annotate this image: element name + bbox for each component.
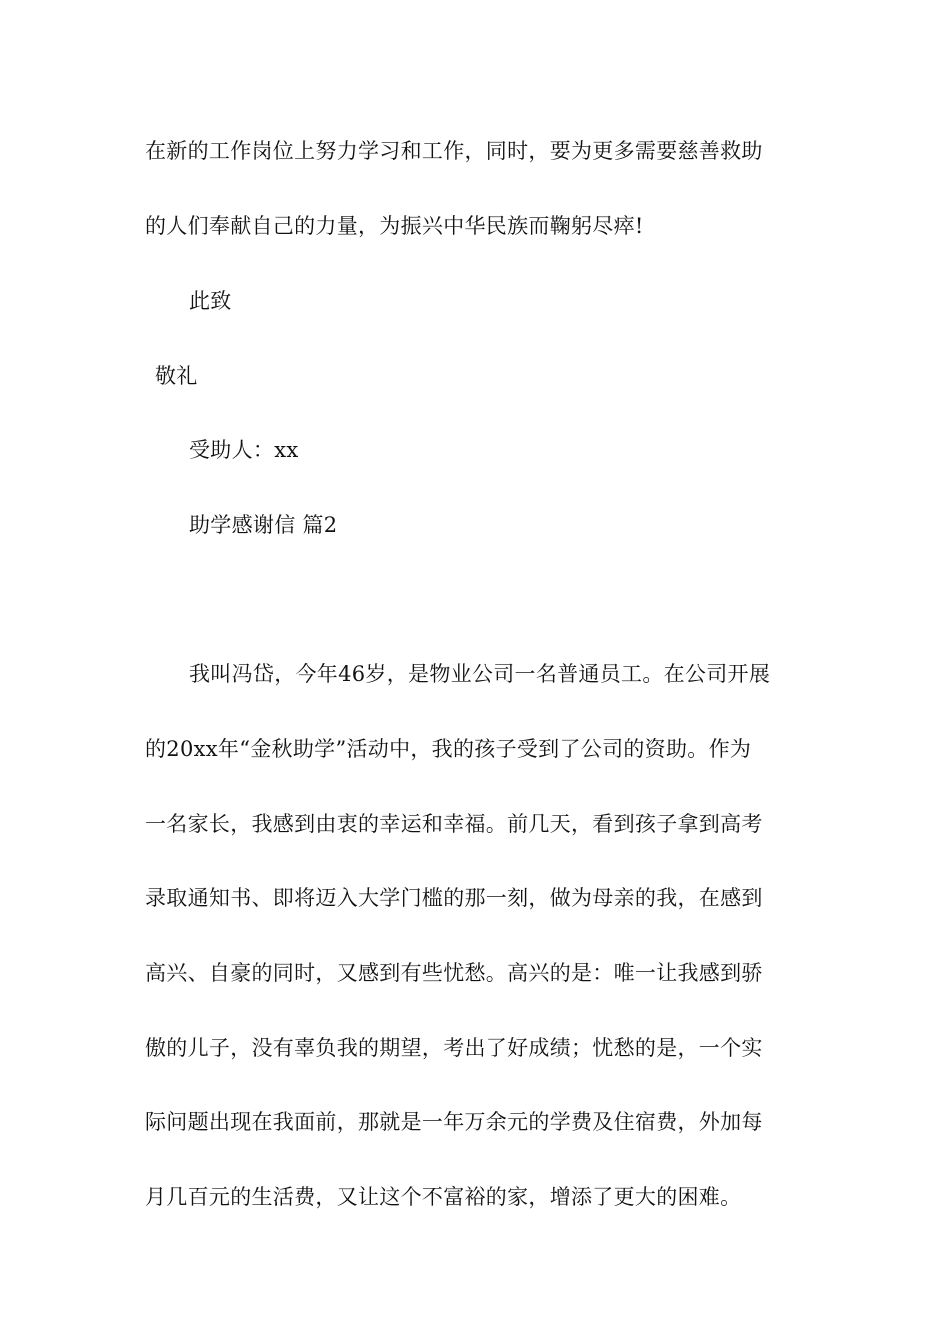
paragraph-line: 在新的工作岗位上努力学习和工作，同时，要为更多需要慈善救助 — [145, 139, 763, 163]
signature-line: 受助人：xx — [189, 438, 299, 462]
body-line: 傲的儿子，没有辜负我的期望，考出了好成绩；忧愁的是，一个实 — [145, 1036, 763, 1060]
body-line: 一名家长，我感到由衷的幸运和幸福。前几天，看到孩子拿到高考 — [145, 812, 763, 836]
body-line: 录取通知书、即将迈入大学门槛的那一刻，做为母亲的我，在感到 — [145, 886, 763, 910]
body-line: 际问题出现在我面前，那就是一年万余元的学费及住宿费，外加每 — [145, 1110, 763, 1134]
body-line: 我叫冯岱，今年46岁，是物业公司一名普通员工。在公司开展 — [189, 662, 771, 686]
salute-line: 敬礼 — [155, 364, 198, 388]
body-line: 的20xx年“金秋助学”活动中，我的孩子受到了公司的资助。作为 — [145, 737, 752, 761]
closing-line: 此致 — [189, 289, 232, 313]
body-line: 高兴、自豪的同时，又感到有些忧愁。高兴的是：唯一让我感到骄 — [145, 961, 763, 985]
section-title: 助学感谢信 篇2 — [189, 513, 338, 537]
body-line: 月几百元的生活费，又让这个不富裕的家，增添了更大的困难。 — [145, 1185, 742, 1209]
paragraph-line: 的人们奉献自己的力量，为振兴中华民族而鞠躬尽瘁! — [145, 214, 644, 238]
